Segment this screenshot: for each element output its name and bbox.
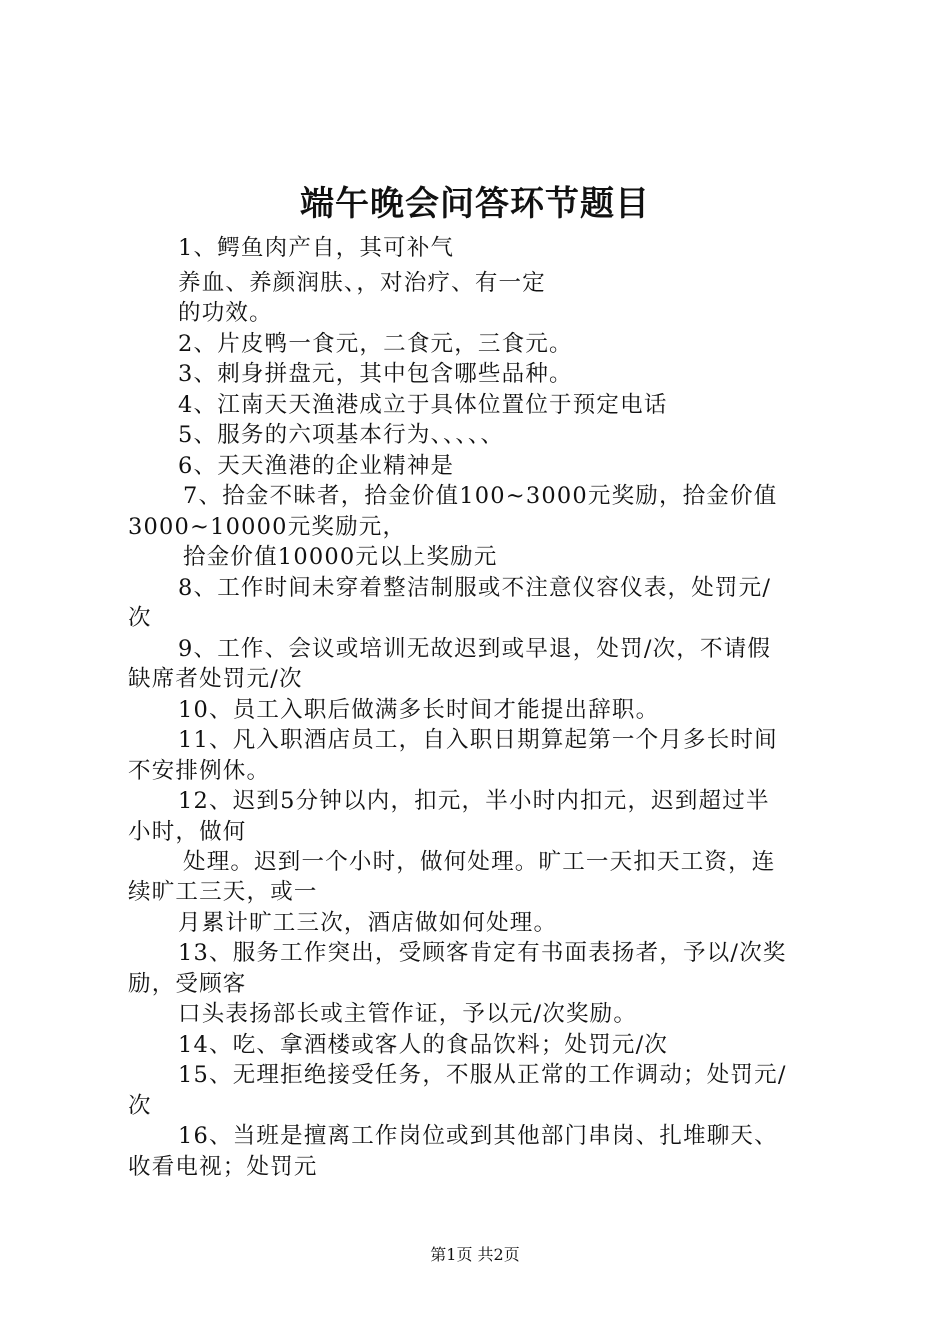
text-line: 5、服务的六项基本行为、、、、、 bbox=[178, 422, 505, 448]
text-line: 13、服务工作突出，受顾客肯定有书面表扬者，予以/次奖 bbox=[178, 940, 787, 966]
text-line: 10、员工入职后做满多长时间才能提出辞职。 bbox=[178, 697, 660, 723]
text-line: 的功效。 bbox=[178, 300, 273, 326]
text-line: 不安排例休。 bbox=[128, 758, 271, 784]
text-line: 次 bbox=[128, 605, 152, 631]
text-line: 7、拾金不昧者，拾金价值100~3000元奖励，拾金价值 bbox=[183, 483, 778, 509]
text-line: 2、片皮鸭一食元，二食元，三食元。 bbox=[178, 331, 573, 357]
text-line: 9、工作、会议或培训无故迟到或早退，处罚/次，不请假 bbox=[178, 636, 772, 662]
text-line: 续旷工三天，或一 bbox=[128, 879, 318, 905]
document-title: 端午晚会问答环节题目 bbox=[300, 184, 650, 224]
page-footer: 第1页 共2页 bbox=[430, 1245, 520, 1264]
text-line: 16、当班是擅离工作岗位或到其他部门串岗、扎堆聊天、 bbox=[178, 1123, 778, 1149]
text-line: 小时，做何 bbox=[128, 819, 247, 845]
text-line: 11、凡入职酒店员工，自入职日期算起第一个月多长时间 bbox=[178, 727, 778, 753]
text-line: 12、迟到5分钟以内，扣元，半小时内扣元，迟到超过半 bbox=[178, 788, 770, 814]
text-line: 4、江南天天渔港成立于具体位置位于预定电话 bbox=[178, 392, 668, 418]
text-line: 15、无理拒绝接受任务，不服从正常的工作调动；处罚元/ bbox=[178, 1062, 787, 1088]
text-line: 月累计旷工三次，酒店做如何处理。 bbox=[178, 910, 558, 936]
text-line: 8、工作时间未穿着整洁制服或不注意仪容仪表，处罚元/ bbox=[178, 575, 772, 601]
text-line: 缺席者处罚元/次 bbox=[128, 666, 303, 692]
text-line: 3、刺身拼盘元，其中包含哪些品种。 bbox=[178, 361, 573, 387]
text-line: 养血、养颜润肤、，对治疗、有一定 bbox=[178, 270, 546, 296]
text-line: 次 bbox=[128, 1093, 152, 1119]
text-line: 励，受顾客 bbox=[128, 971, 247, 997]
text-line: 14、吃、拿酒楼或客人的食品饮料；处罚元/次 bbox=[178, 1032, 669, 1058]
text-line: 1、鳄鱼肉产自，其可补气 bbox=[178, 235, 455, 261]
text-line: 处理。迟到一个小时，做何处理。旷工一天扣天工资，连 bbox=[183, 849, 776, 875]
text-line: 收看电视；处罚元 bbox=[128, 1154, 318, 1180]
text-line: 拾金价值10000元以上奖励元 bbox=[183, 544, 498, 570]
text-line: 口头表扬部长或主管作证，予以元/次奖励。 bbox=[178, 1001, 638, 1027]
text-line: 6、天天渔港的企业精神是 bbox=[178, 453, 455, 479]
text-line: 3000~10000元奖励元， bbox=[128, 514, 407, 540]
